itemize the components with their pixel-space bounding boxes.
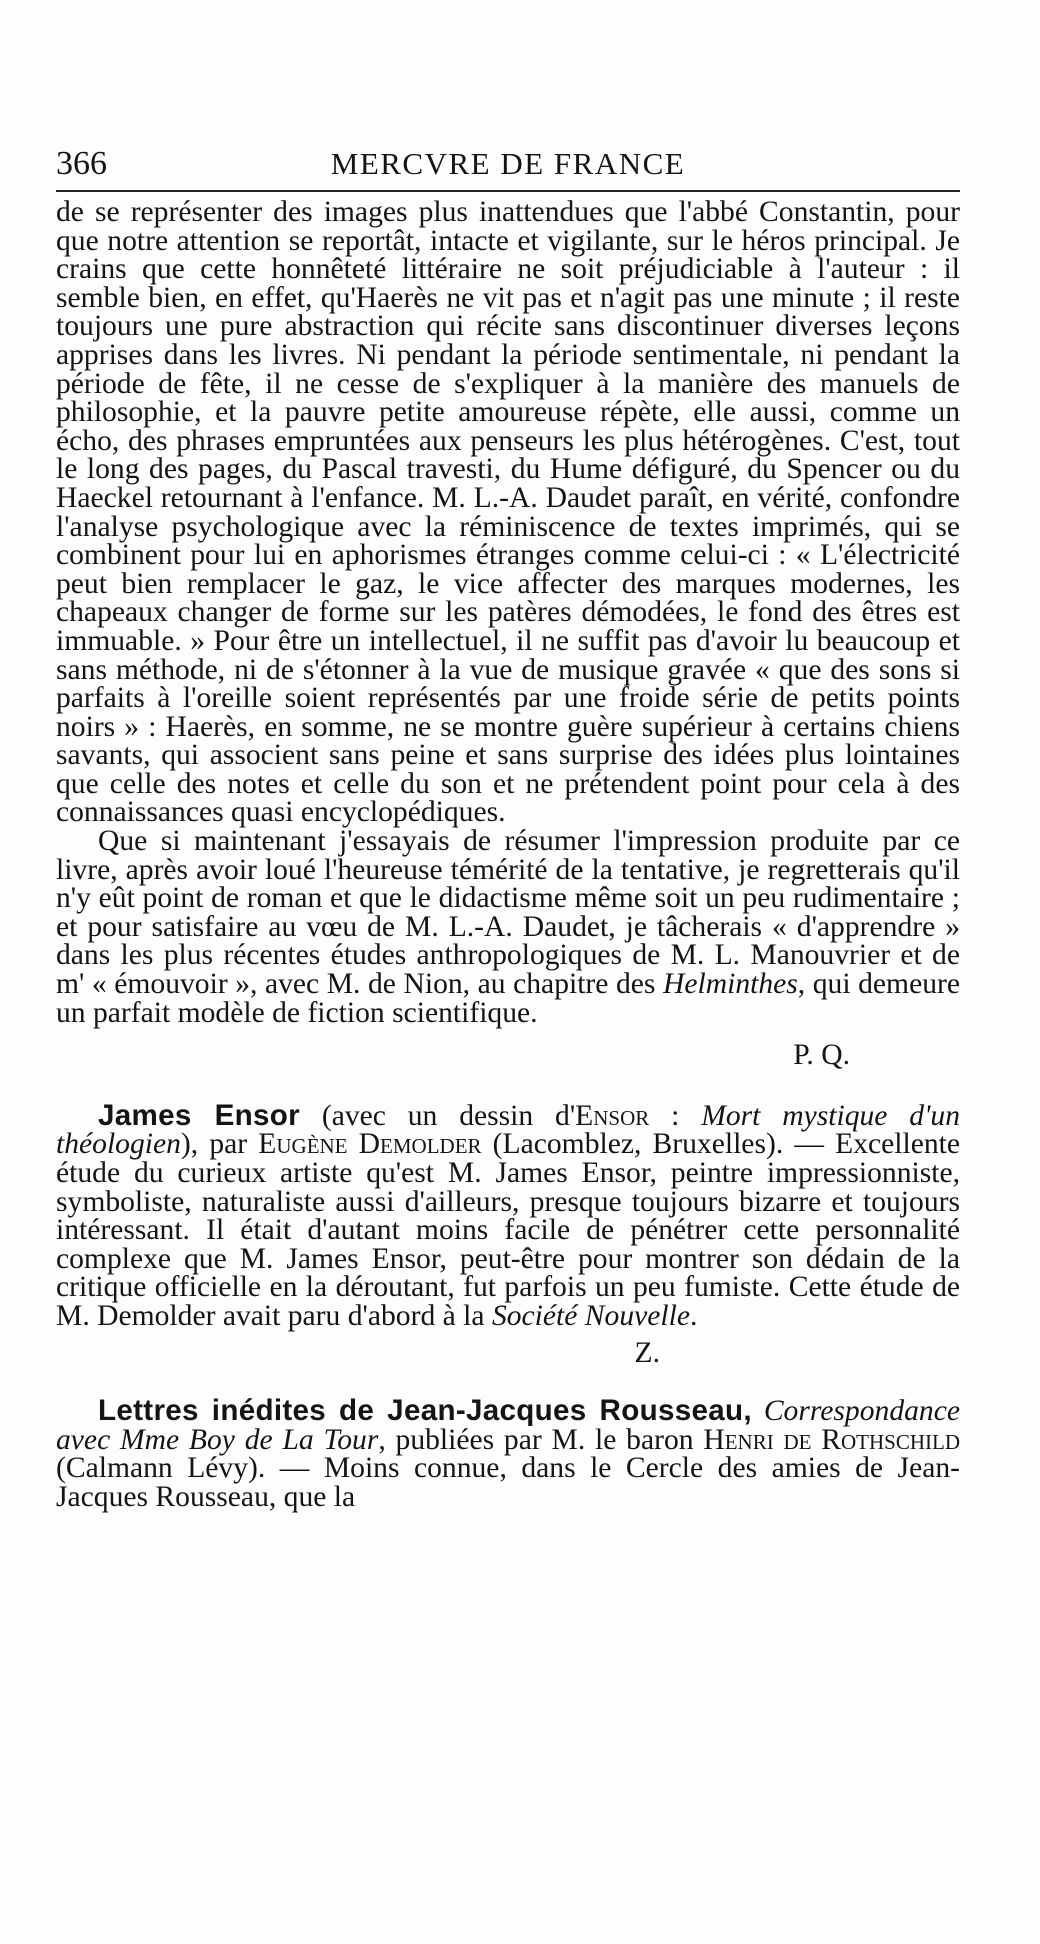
- running-head: MERCVRE DE FRANCE: [330, 146, 686, 181]
- paragraph-continuation: de se représenter des images plus inattendues que l'abbé Constantin, pour que notre attention se reportât, intacte et vigilante, sur le héros principal. Je crains que cette honnêteté littéraire ne soit préjudiciable à l'auteur : il semble bien, en effet, qu'Haerès ne vit pas et n'agit pas une minute ; il reste toujours une pure abstraction qui récite sans discontinuer diverses leçons apprises dans les livres. Ni pendant la période sentimentale, ni pendant la période de fête, il ne cesse de s'expliquer à la manière des manuels de philosophie, et la pauvre petite amoureuse répète, elle aussi, comme un écho, des phrases empruntées aux penseurs les plus hétérogènes. C'est, tout le long des pages, du Pascal travesti, du Hume défiguré, du Spencer ou du Haeckel retournant à l'enfance. M. L.-A. Daudet paraît, en vérité, confondre l'analyse psychologique avec la réminiscence de textes imprimés, qui se combinent pour lui en aphorismes étranges comme celui-ci : « L'électricité peut bien remplacer le gaz, le vice affecter des marques modernes, les chapeaux changer de forme sur les patères démodées, le fond des êtres est immuable. » Pour être un intellectuel, il ne suffit pas d'avoir lu beaucoup et sans méthode, ni de s'étonner à la vue de musique gravée « que des sons si parfaits à l'oreille soient représentés par une froide série de petits points noirs » : Haerès, en somme, ne se montre guère supérieur à certains chiens savants, qui associent sans peine et sans surprise des idées plus lointaines que celle des notes et celle du son et ne prétendent point pour cela à des connaissances quasi encyclopédiques.: [56, 196, 960, 829]
- review-ensor-text-b: :: [649, 1099, 702, 1132]
- review-ensor-text-e: .: [689, 1299, 698, 1332]
- review-rousseau-title: Lettres inédites de Jean-Jacques Rousseau,: [98, 1394, 752, 1428]
- review-rousseau-text-c: (Calmann Lévy). — Moins connue, dans le Cercle des amies de Jean-Jacques Rousseau, que la: [56, 1452, 960, 1513]
- signature-pq: P. Q.: [793, 1039, 850, 1072]
- review-ensor-text-d: (Lacomblez, Bruxelles). — Excellente étude du curieux artiste qu'est M. James Ensor, peintre impressionniste, symboliste, naturaliste aussi d'ailleurs, presque toujours bizarre et toujours intéressant. Il était d'autant moins facile de pénétrer cette personnalité complexe que M. James Ensor, peut-être pour montrer son dédain de la critique officielle en la déroutant, fut parfois un peu fumiste. Cette étude de M. Demolder avait paru d'abord à la: [56, 1128, 960, 1332]
- signature-z: Z.: [634, 1336, 660, 1369]
- review-rousseau-text-b: , publiées par M. le baron: [378, 1423, 704, 1456]
- page-body: [56, 198, 960, 1512]
- page-header: [56, 142, 960, 186]
- review-ensor-artist: Ensor: [575, 1099, 650, 1132]
- italic-title-helminthes: Helminthes: [663, 968, 798, 1001]
- review-rousseau-editor: Henri de Rothschild: [703, 1423, 960, 1456]
- review-rousseau-text-a: [752, 1395, 764, 1427]
- header-rule: [56, 190, 960, 192]
- paragraph-conclusion-end: , qui demeure un parfait modèle de fiction scientifique.: [56, 968, 960, 1029]
- review-ensor-title: James Ensor: [98, 1098, 300, 1132]
- page-number: 366: [56, 145, 107, 182]
- review-rousseau: [56, 1394, 960, 1513]
- review-ensor-drawing-title: Mort mystique d'un théologien: [56, 1099, 961, 1161]
- review-ensor-journal: Société Nouvelle: [491, 1299, 690, 1332]
- review-ensor-author: Eugène Demolder: [258, 1128, 482, 1161]
- paragraph-conclusion-text: Que si maintenant j'essayais de résumer l'impression produite par ce livre, après avoir loué l'heureuse témérité de la tentative, je regretterais qu'il n'y eût point de roman et que le didactisme même soit un peu rudimentaire ; et pour satisfaire au vœu de M. L.-A. Daudet, je tâcherais « d'apprendre » dans les plus récentes études anthropologiques de M. L. Manouvrier et de m' « émouvoir », avec M. de Nion, au chapitre des: [56, 825, 960, 1001]
- review-ensor-text-c: ), par: [180, 1128, 259, 1161]
- review-rousseau-subtitle: Correspondance avec Mme Boy de La Tour: [56, 1395, 960, 1456]
- review-ensor-text-a: (avec un dessin d': [300, 1099, 576, 1132]
- review-ensor: [56, 1098, 961, 1332]
- paragraph-conclusion: [56, 827, 960, 1027]
